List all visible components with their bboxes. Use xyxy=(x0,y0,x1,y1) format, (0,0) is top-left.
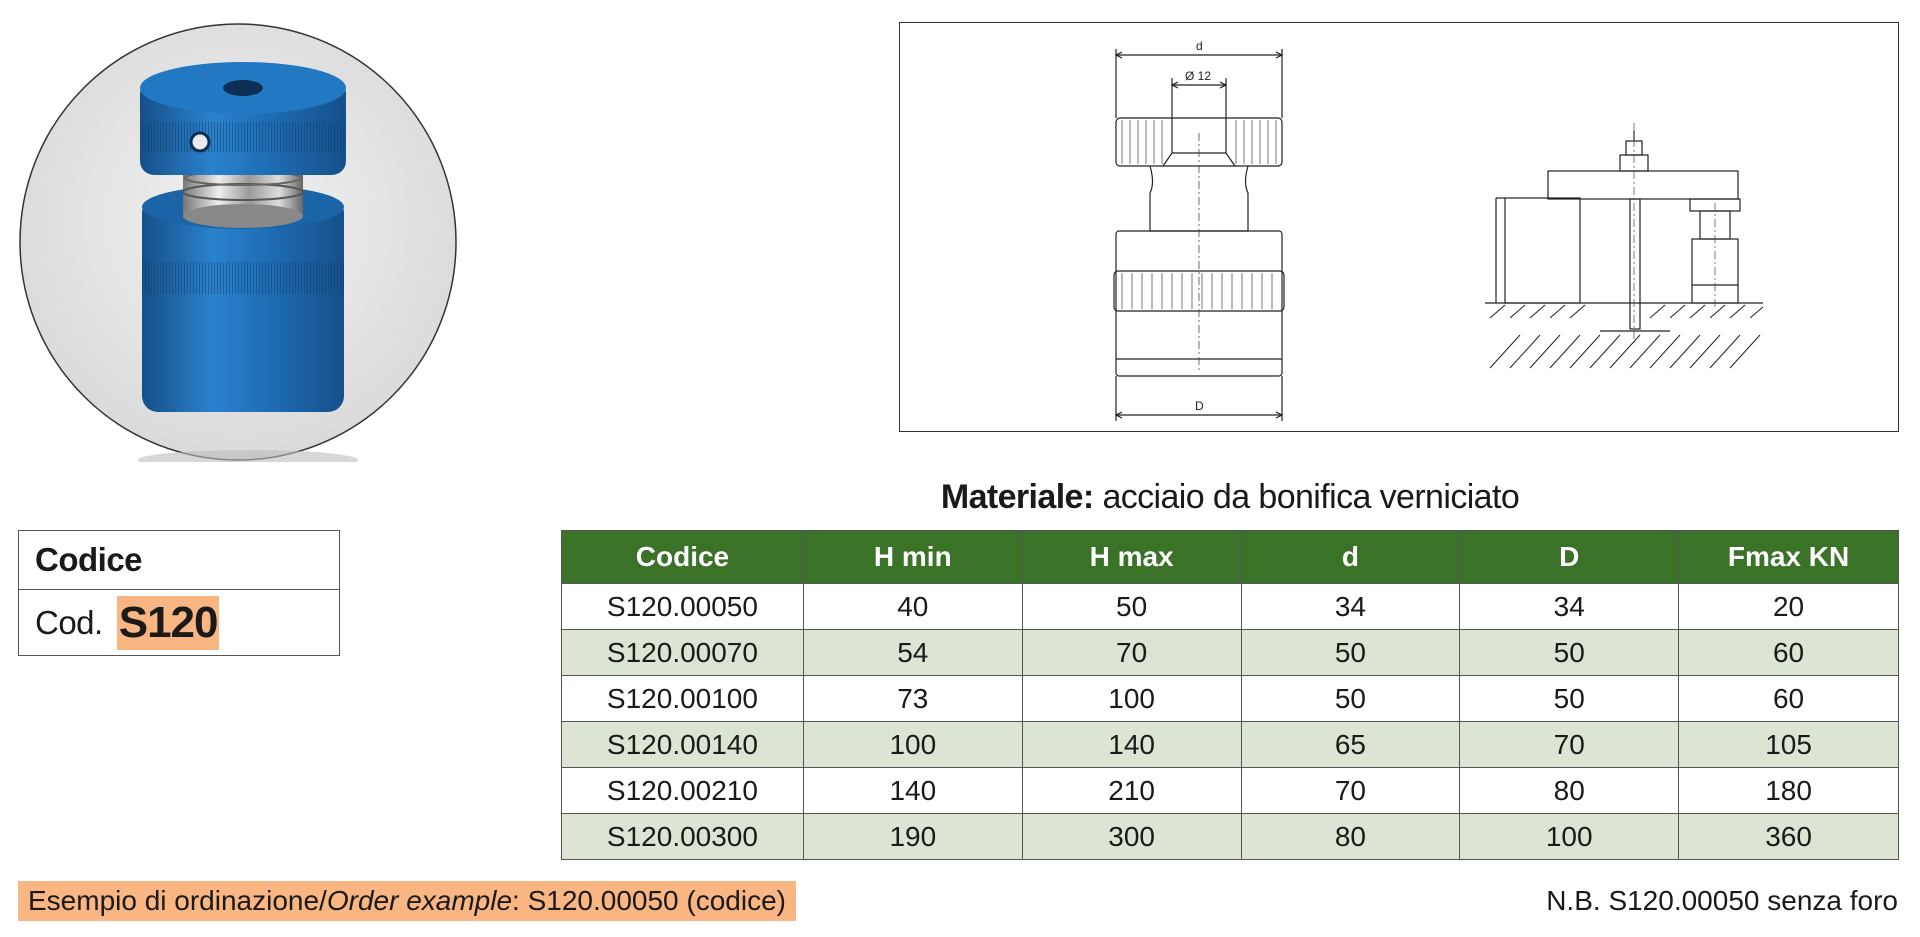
table-cell: S120.00050 xyxy=(562,584,804,630)
table-row xyxy=(562,584,1899,630)
table-cell: 105 xyxy=(1679,722,1899,768)
table-cell: 54 xyxy=(803,630,1022,676)
table-cell: 70 xyxy=(1460,722,1679,768)
material-value: acciaio da bonifica verniciato xyxy=(1102,478,1520,516)
col-header-h-min: H min xyxy=(803,531,1022,584)
dim-D-label: D xyxy=(1195,399,1204,413)
col-header-h-max: H max xyxy=(1022,531,1241,584)
table-cell: 34 xyxy=(1241,584,1460,630)
table-cell: 80 xyxy=(1460,768,1679,814)
table-cell: 70 xyxy=(1022,630,1241,676)
table-cell: 60 xyxy=(1679,676,1899,722)
table-cell: S120.00100 xyxy=(562,676,804,722)
table-cell: 34 xyxy=(1460,584,1679,630)
table-row xyxy=(562,676,1899,722)
nb-note: N.B. S120.00050 senza foro xyxy=(1546,885,1898,916)
table-cell: 360 xyxy=(1679,814,1899,860)
col-header-codice: Codice xyxy=(562,531,804,584)
table-cell: 50 xyxy=(1022,584,1241,630)
order-example xyxy=(18,881,796,921)
table-cell: 190 xyxy=(803,814,1022,860)
table-cell: 300 xyxy=(1022,814,1241,860)
order-suffix: : S120.00050 (codice) xyxy=(512,885,786,916)
table-cell: 50 xyxy=(1460,630,1679,676)
table-cell: S120.00210 xyxy=(562,768,804,814)
table-cell: 40 xyxy=(803,584,1022,630)
table-cell: 100 xyxy=(803,722,1022,768)
table-cell: S120.00300 xyxy=(562,814,804,860)
cod-value: S120 xyxy=(117,596,220,650)
material-line xyxy=(560,478,1900,517)
col-header-fmax: Fmax KN xyxy=(1679,531,1899,584)
table-cell: 50 xyxy=(1460,676,1679,722)
cod-label: Cod. xyxy=(35,604,103,641)
table-cell: 140 xyxy=(803,768,1022,814)
material-label: Materiale: xyxy=(940,478,1094,516)
col-header-d: d xyxy=(1241,531,1460,584)
table-row xyxy=(562,768,1899,814)
order-prefix: Esempio di ordinazione/ xyxy=(28,885,327,916)
table-cell: S120.00140 xyxy=(562,722,804,768)
code-box-header: Codice xyxy=(19,531,339,590)
table-cell: 100 xyxy=(1460,814,1679,860)
table-row xyxy=(562,722,1899,768)
product-photo xyxy=(18,22,458,462)
code-box-value-row xyxy=(19,590,339,656)
table-cell: 65 xyxy=(1241,722,1460,768)
table-cell: 73 xyxy=(803,676,1022,722)
spec-table xyxy=(561,530,1899,860)
table-row xyxy=(562,630,1899,676)
technical-drawing xyxy=(899,22,1899,432)
dim-d-label: d xyxy=(1196,39,1203,53)
table-cell: 70 xyxy=(1241,768,1460,814)
col-header-D: D xyxy=(1460,531,1679,584)
table-header-row xyxy=(562,531,1899,584)
table-cell: 50 xyxy=(1241,630,1460,676)
dim-hole-label: Ø 12 xyxy=(1185,69,1212,83)
table-cell: 100 xyxy=(1022,676,1241,722)
table-cell: 80 xyxy=(1241,814,1460,860)
table-cell: 140 xyxy=(1022,722,1241,768)
table-cell: 60 xyxy=(1679,630,1899,676)
table-cell: 50 xyxy=(1241,676,1460,722)
table-cell: S120.00070 xyxy=(562,630,804,676)
order-italic: Order example xyxy=(326,885,513,916)
table-cell: 20 xyxy=(1679,584,1899,630)
table-cell: 210 xyxy=(1022,768,1241,814)
table-row xyxy=(562,814,1899,860)
code-box xyxy=(18,530,340,656)
table-cell: 180 xyxy=(1679,768,1899,814)
